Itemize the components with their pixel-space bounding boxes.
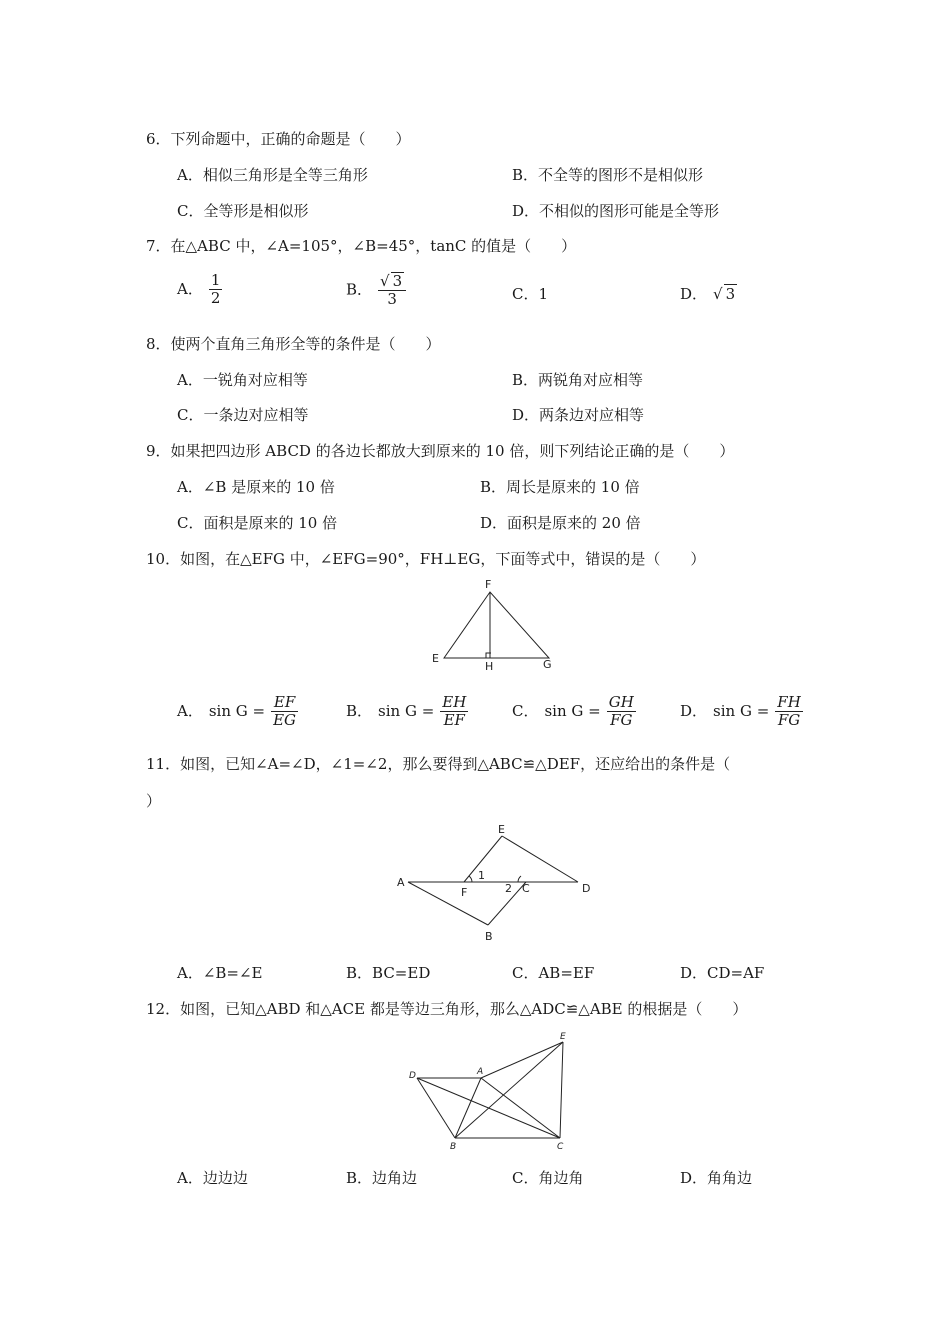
- label-angle-1: 1: [478, 869, 485, 882]
- q7-option-d: [680, 283, 737, 304]
- q8-option-a: A．一锐角对应相等: [177, 371, 308, 389]
- label-a: A: [477, 1067, 484, 1077]
- sin-g-expr: sin G =: [544, 701, 601, 720]
- sin-g-expr: sin G =: [713, 701, 770, 720]
- q12-option-d: D．角角边: [680, 1169, 753, 1187]
- numerator: EH: [442, 693, 467, 711]
- denominator: EF: [443, 711, 465, 730]
- q7-option-b: [346, 272, 406, 309]
- sqrt-sign: √: [713, 285, 723, 303]
- fraction: [378, 272, 406, 309]
- numerator: [378, 272, 406, 291]
- q7-option-a: [177, 272, 222, 308]
- option-label: D．: [680, 701, 708, 720]
- q11-option-d: D．CD=AF: [680, 964, 765, 982]
- q7-stem: 7．在△ABC 中，∠A=105°，∠B=45°，tanC 的值是（ ）: [146, 237, 577, 255]
- triangle-efg: [444, 592, 549, 658]
- segment-ae: [481, 1042, 563, 1078]
- label-e: E: [498, 823, 505, 836]
- label-h: H: [485, 660, 494, 673]
- label-f: F: [461, 886, 468, 899]
- label-g: G: [543, 658, 552, 671]
- q12-option-b: B．边角边: [346, 1169, 418, 1187]
- q11-stem-cont: ）: [146, 792, 162, 810]
- q12-stem: 12．如图，已知△ABD 和△ACE 都是等边三角形，那么△ADC≌△ABE 的根据是（ ）: [146, 1000, 748, 1018]
- q11-figure: [392, 820, 602, 946]
- q9-option-b: B．周长是原来的 10 倍: [480, 478, 640, 496]
- option-label: D．: [680, 285, 708, 303]
- fraction: [775, 694, 803, 730]
- q8-option-d: D．两条边对应相等: [512, 406, 645, 424]
- label-e: E: [560, 1032, 566, 1042]
- segment-db: [417, 1078, 455, 1138]
- q10-option-b: [346, 694, 468, 730]
- q10-stem: 10．如图，在△EFG 中，∠EFG=90°，FH⊥EG，下面等式中，错误的是（ ）: [146, 550, 706, 568]
- q6-stem: 6．下列命题中，正确的命题是（ ）: [146, 130, 411, 148]
- q7-option-c: C．1: [512, 285, 549, 303]
- label-angle-2: 2: [505, 882, 512, 895]
- q10-option-a: [177, 694, 298, 730]
- q11-option-b: B．BC=ED: [346, 964, 431, 982]
- label-c: C: [557, 1142, 564, 1152]
- denominator: 2: [210, 289, 221, 308]
- option-label: B．: [346, 701, 373, 720]
- q8-option-c: C．一条边对应相等: [177, 406, 309, 424]
- radicand: 3: [725, 285, 736, 303]
- segment-ab: [455, 1078, 481, 1138]
- label-d: D: [409, 1071, 416, 1081]
- q6-option-d: D．不相似的图形可能是全等形: [512, 202, 720, 220]
- q11-stem: 11．如图，已知∠A=∠D，∠1=∠2，那么要得到△ABC≌△DEF，还应给出的条件是（: [146, 755, 731, 773]
- q8-stem: 8．使两个直角三角形全等的条件是（ ）: [146, 335, 441, 353]
- fraction: [271, 694, 298, 730]
- q9-option-a: A．∠B 是原来的 10 倍: [177, 478, 335, 496]
- segment-be: [455, 1042, 563, 1138]
- angle-2-arc: [518, 876, 521, 882]
- q10-figure: [424, 576, 564, 676]
- denominator: FG: [610, 711, 633, 730]
- fraction: [440, 694, 468, 730]
- q9-stem: 9．如果把四边形 ABCD 的各边长都放大到原来的 10 倍，则下列结论正确的是（ ）: [146, 442, 735, 460]
- numerator: GH: [608, 693, 634, 711]
- q6-option-c: C．全等形是相似形: [177, 202, 309, 220]
- q12-figure: [405, 1030, 575, 1156]
- angle-1-arc: [469, 876, 472, 882]
- segment-ab: [408, 882, 488, 925]
- q8-option-b: B．两锐角对应相等: [512, 371, 644, 389]
- option-label: C．: [512, 701, 539, 720]
- denominator: EG: [273, 711, 297, 730]
- denominator: FG: [777, 711, 801, 730]
- label-e: E: [432, 652, 439, 665]
- fraction: [607, 694, 636, 730]
- radicand: 3: [392, 272, 403, 290]
- denominator: 3: [387, 290, 397, 309]
- q10-option-c: [512, 694, 636, 730]
- q10-option-d: [680, 694, 803, 730]
- numerator: 1: [210, 271, 221, 289]
- q9-option-d: D．面积是原来的 20 倍: [480, 514, 641, 532]
- segment-ec: [560, 1042, 563, 1138]
- label-c: C: [522, 882, 530, 895]
- label-f: F: [485, 578, 492, 591]
- numerator: FH: [777, 693, 801, 711]
- q9-option-c: C．面积是原来的 10 倍: [177, 514, 338, 532]
- fraction: [209, 272, 223, 308]
- option-label: A．: [177, 279, 203, 298]
- segment-ed: [502, 836, 578, 882]
- sin-g-expr: sin G =: [208, 701, 266, 720]
- sin-g-expr: sin G =: [378, 701, 435, 720]
- q12-option-a: A．边边边: [177, 1169, 248, 1187]
- label-b: B: [450, 1142, 457, 1152]
- q11-option-c: C．AB=EF: [512, 964, 595, 982]
- q11-option-a: A．∠B=∠E: [177, 964, 263, 982]
- label-d: D: [582, 882, 591, 895]
- q6-option-b: B．不全等的图形不是相似形: [512, 166, 704, 184]
- sqrt-sign: √: [380, 272, 390, 290]
- label-a: A: [397, 876, 405, 889]
- option-label: B．: [346, 280, 373, 299]
- q12-option-c: C．角边角: [512, 1169, 584, 1187]
- q6-option-a: A．相似三角形是全等三角形: [177, 166, 368, 184]
- segment-ac: [481, 1078, 560, 1138]
- numerator: EF: [271, 694, 298, 712]
- label-b: B: [485, 930, 493, 943]
- option-label: A．: [177, 701, 203, 720]
